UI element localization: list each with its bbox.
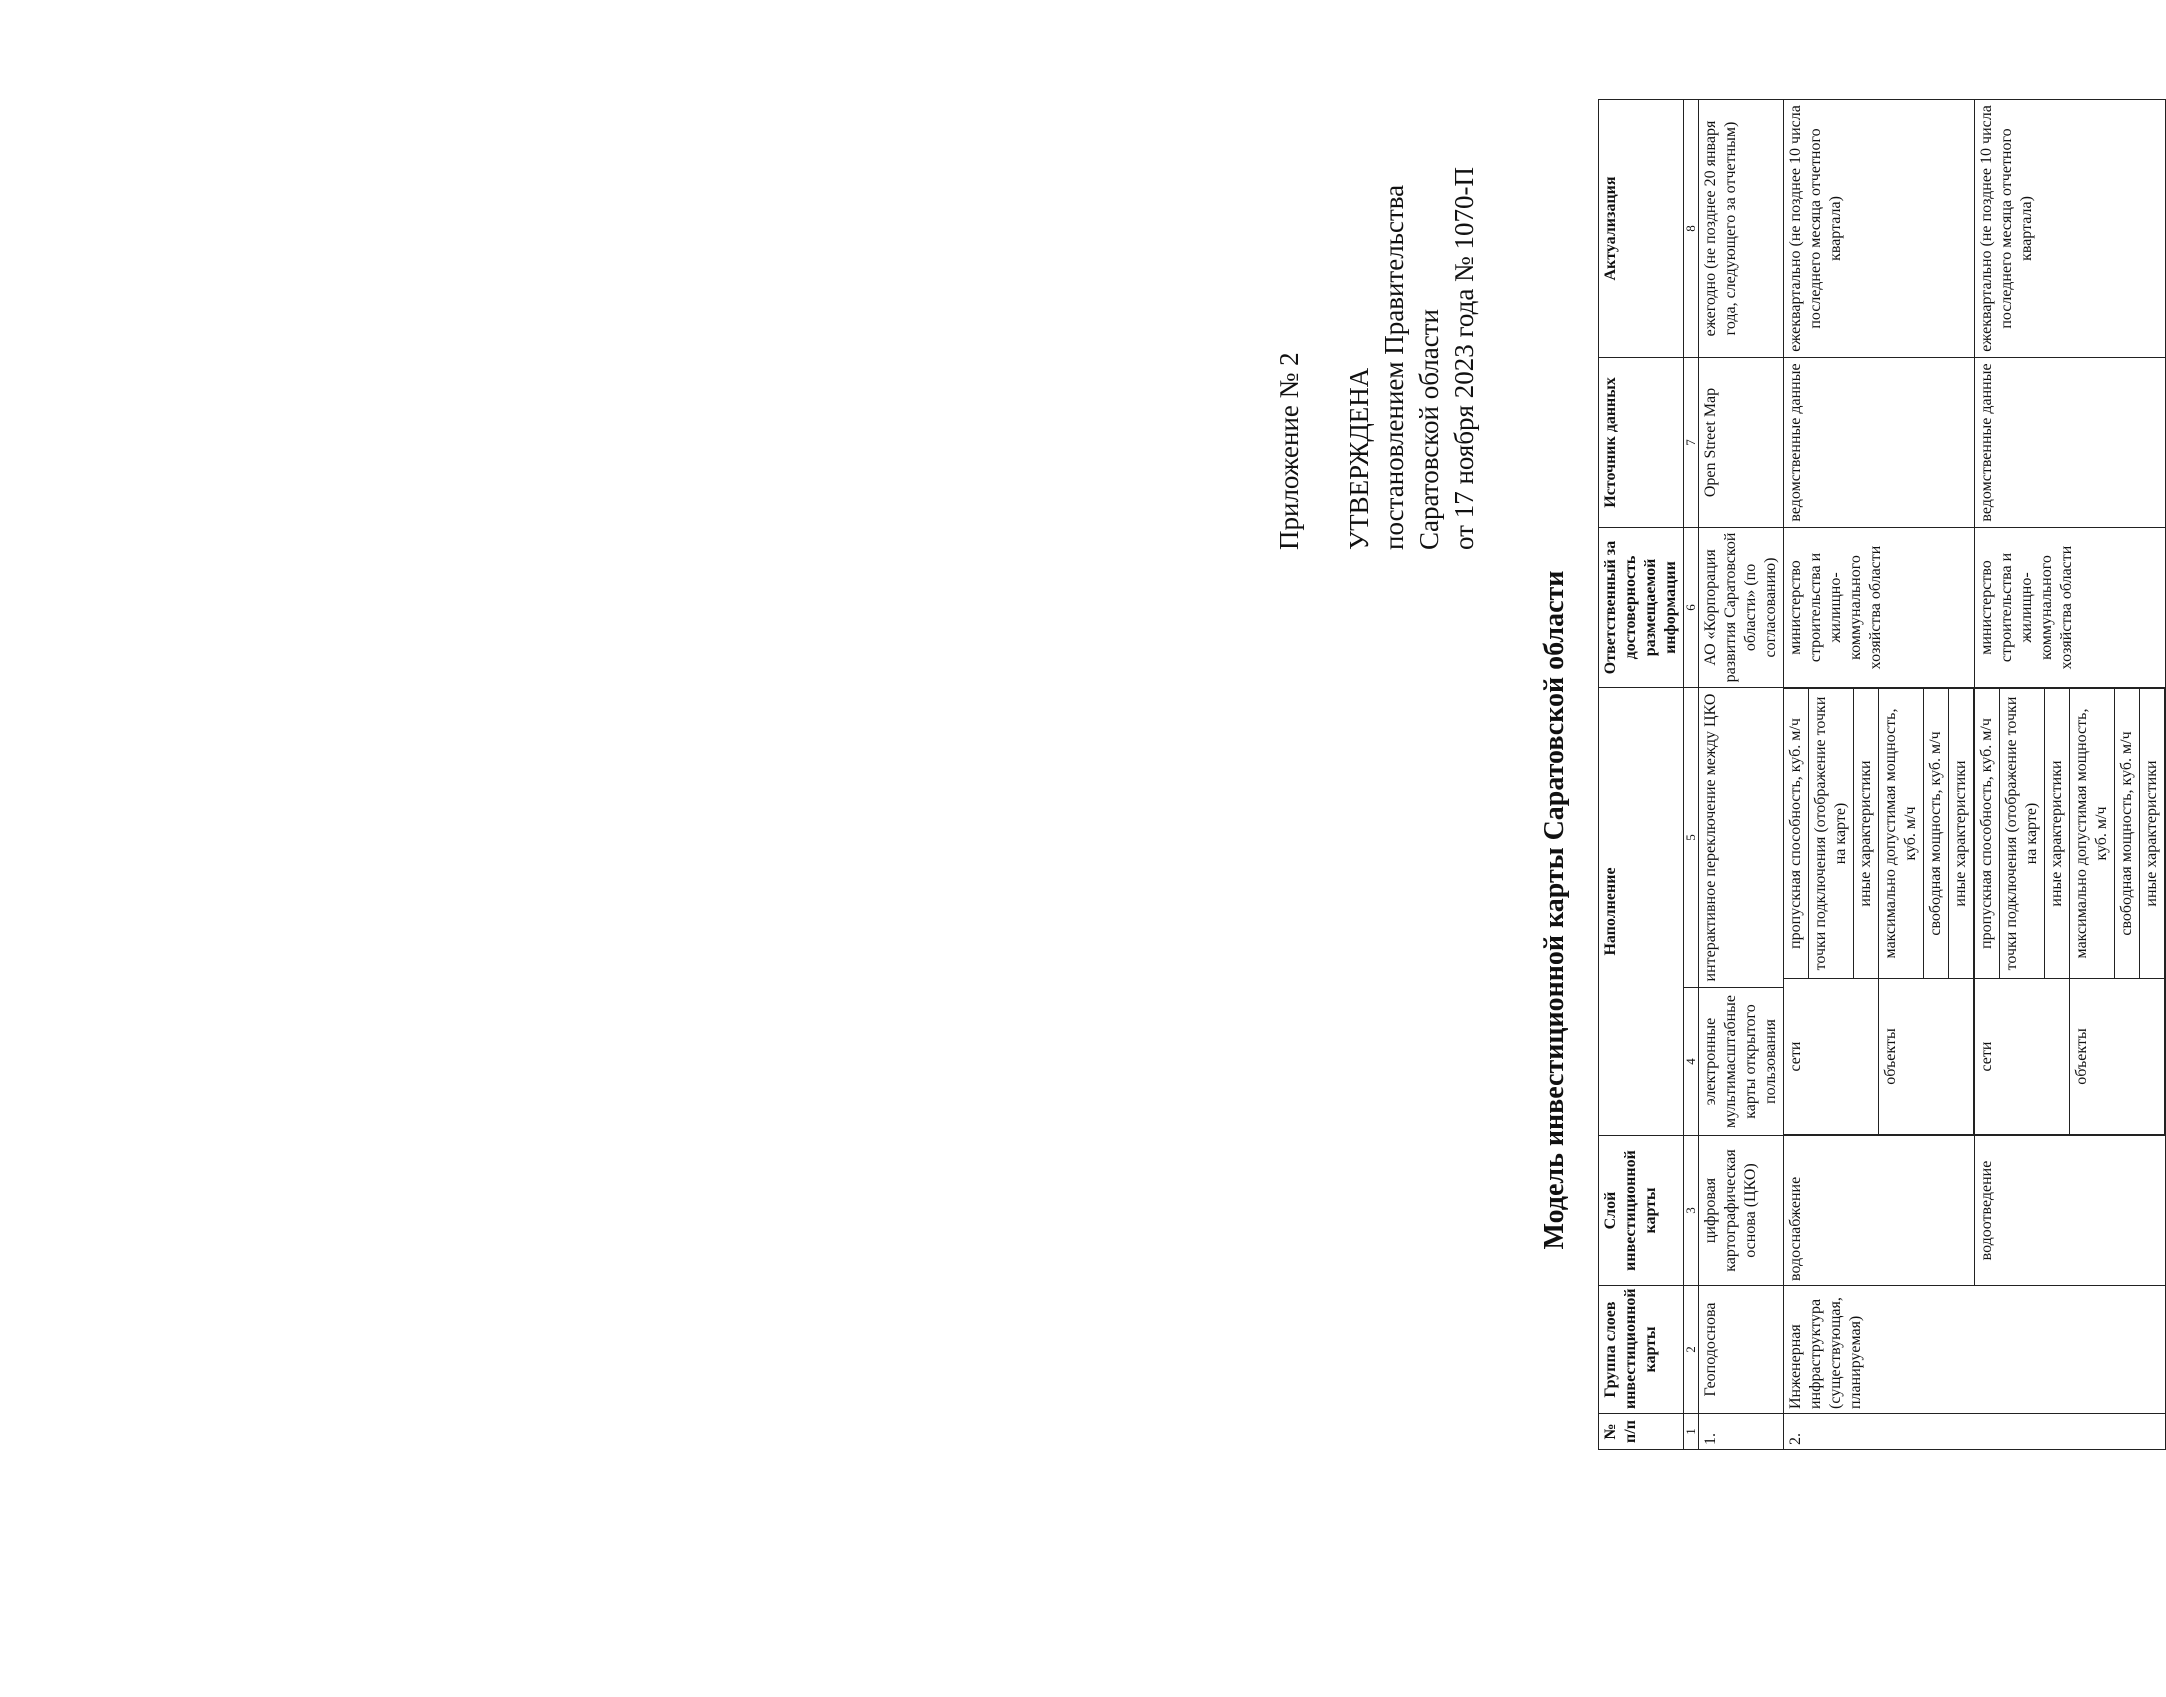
row-update: ежеквартально (не позднее 10 числа последнего месяца отчетного квартала) (1784, 99, 1975, 357)
row-source: Open Street Map (1699, 357, 1784, 527)
obj-other: иные характеристики (1949, 688, 1974, 978)
row-group: Геоподоснова (1699, 1286, 1784, 1414)
row-num: 2. (1784, 1414, 2166, 1450)
row-update: ежеквартально (не позднее 10 числа последнего месяца отчетного квартала) (1975, 99, 2166, 357)
approval-line-2: Саратовской области (1414, 309, 1444, 550)
appendix-label: Приложение № 2 (1274, 352, 1304, 550)
header-layer: Слой инвестиционной карты (1599, 1136, 1684, 1286)
objects-label: объекты (1879, 979, 1974, 1135)
header-source: Источник данных (1599, 357, 1684, 527)
col-num: 7 (1684, 357, 1699, 527)
document-title: Модель инвестиционной карты Саратовской области (1539, 570, 1570, 1250)
header-content: Наполнение (1599, 687, 1684, 1135)
row-num: 1. (1699, 1414, 1784, 1450)
row-source: ведомственные данные (1975, 357, 2166, 527)
header-update: Актуализация (1599, 99, 1684, 357)
water-supply-content (1784, 688, 1974, 1135)
net-other: иные характеристики (2045, 688, 2070, 978)
obj-free: свободная мощность, куб. м/ч (2115, 688, 2140, 978)
net-other: иные характеристики (1854, 688, 1879, 978)
networks-label: сети (1975, 979, 2070, 1135)
objects-label: объекты (2070, 979, 2165, 1135)
net-capacity: пропускная способность, куб. м/ч (1975, 688, 2000, 978)
approval-line-3: от 17 ноября 2023 года № 1070-П (1449, 166, 1479, 550)
column-number-row (1684, 99, 1699, 1449)
obj-max: максимально допустимая мощность, куб. м/ч (1879, 688, 1924, 978)
header-group: Группа слоев инвестиционной карты (1599, 1286, 1684, 1414)
approval-block (1272, 167, 1482, 550)
header-responsible: Ответственный за достоверность размещаемой информации (1599, 527, 1684, 687)
row-group: Инженерная инфраструктура (существующая, планируемая) (1784, 1286, 2166, 1414)
obj-free: свободная мощность, куб. м/ч (1924, 688, 1949, 978)
approval-line-1: постановлением Правительства (1379, 184, 1409, 550)
col-num: 3 (1684, 1136, 1699, 1286)
net-points: точки подключения (отображение точки на карте) (2000, 688, 2045, 978)
row-responsible: министерство строительства и жилищно-коммунального хозяйства области (1784, 527, 1975, 687)
row-responsible: министерство строительства и жилищно-коммунального хозяйства области (1975, 527, 2166, 687)
table-row (1784, 99, 1975, 1449)
net-capacity: пропускная способность, куб. м/ч (1784, 688, 1809, 978)
col-num: 5 (1684, 687, 1699, 987)
row-source: ведомственные данные (1784, 357, 1975, 527)
approved-stamp-text: УТВЕРЖДЕНА (1344, 367, 1374, 550)
obj-max: максимально допустимая мощность, куб. м/ч (2070, 688, 2115, 978)
investment-map-model-table (1598, 99, 2166, 1450)
networks-label: сети (1784, 979, 1879, 1135)
col-num: 1 (1684, 1414, 1699, 1450)
header-row (1599, 99, 1684, 1449)
col-num: 2 (1684, 1286, 1699, 1414)
obj-other: иные характеристики (2140, 688, 2165, 978)
header-num: № п/п (1599, 1414, 1684, 1450)
row-kind: электронные мультимасштабные карты открытого пользования (1699, 988, 1784, 1136)
table-row (1699, 99, 1784, 1449)
col-num: 8 (1684, 99, 1699, 357)
rotated-landscape-page (1102, 40, 2160, 1600)
row-layer-water-supply: водоснабжение (1784, 1136, 1975, 1286)
row-layer: цифровая картографическая основа (ЦКО) (1699, 1136, 1784, 1286)
col-num: 4 (1684, 988, 1699, 1136)
row-layer-sewerage: водоотведение (1975, 1136, 2166, 1286)
row-content: интерактивное переключение между ЦКО (1699, 687, 1784, 987)
net-points: точки подключения (отображение точки на карте) (1809, 688, 1854, 978)
row-responsible: АО «Корпорация развития Саратовской области» (по согласованию) (1699, 527, 1784, 687)
table-row (1975, 99, 2166, 1449)
row-update: ежегодно (не позднее 20 января года, следующего за отчетным) (1699, 99, 1784, 357)
col-num: 6 (1684, 527, 1699, 687)
sewerage-content (1975, 688, 2165, 1135)
